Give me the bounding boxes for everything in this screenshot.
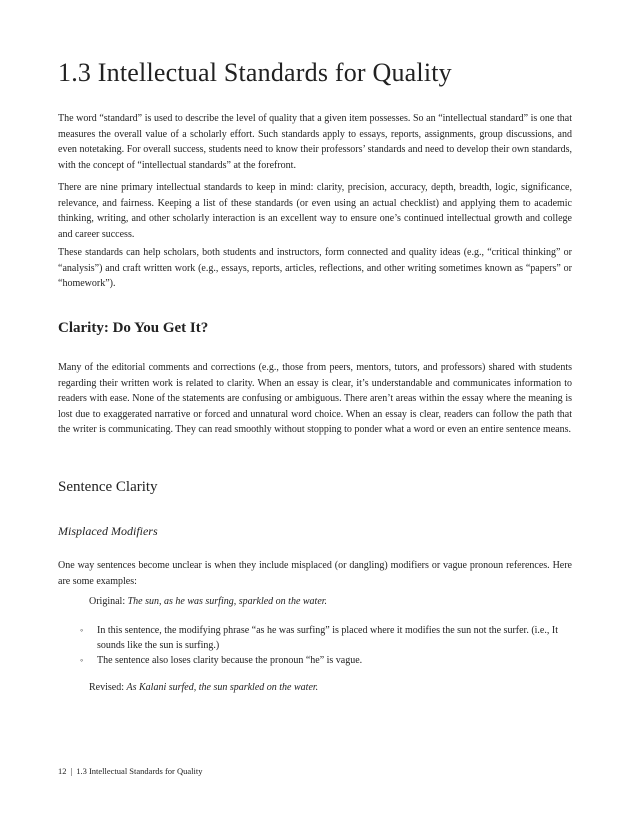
clarity-paragraph: Many of the editorial comments and corrections (e.g., those from peers, mentors, tutors, and professors) shared with students regarding their written work is related to clarity. When an essay is clear, it’s understandable and communicates information to readers with ease. None of the statements are confusing or ambiguous. There aren’t areas within the essay where the meaning is lost due to exaggerated narrative or forced and unnatural word choice. When an essay is clear, readers can follow the path that the writer is communicating. They can read smoothly without stopping to ponder what a word or even an entire sentence means.: [58, 362, 572, 435]
modifiers-paragraph: One way sentences become unclear is when they include misplaced (or dangling) modifiers or vague pronoun references. Here are some examples:: [58, 560, 572, 587]
note-text: In this sentence, the modifying phrase “as he was surfing” is placed where it modifies the sun not the surfer. (i.e., It sounds like the sun is surfing.): [97, 625, 558, 651]
list-item: [80, 623, 572, 653]
example-revised-text: As Kalani surfed, the sun sparkled on the water.: [126, 682, 319, 693]
footer-separator: |: [70, 766, 73, 776]
page-title: 1.3 Intellectual Standards for Quality: [58, 58, 452, 87]
intro-paragraph-1: The word “standard” is used to describe the level of quality that a given item possesses. So an “intellectual standard” is one that measures the overall value of a scholarly effort. Such standards apply to essays, reports, assignments, group discussions, and even notetaking. For overall success, students need to know their professors’ standards and need to develop their own standards, with the concept of “intellectual standards” at the forefront.: [58, 113, 572, 171]
section-heading-clarity: Clarity: Do You Get It?: [58, 320, 209, 336]
intro-paragraph-2: There are nine primary intellectual standards to keep in mind: clarity, precision, accuracy, depth, breadth, logic, significance, relevance, and fairness. Keeping a list of these standards (or even using an actual checklist) and applying them to academic thinking, writing, and other scholarly interaction is an excellent way to ensure one’s continued intellectual growth and college and career success.: [58, 182, 572, 240]
example-original-label: Original:: [89, 596, 128, 607]
note-text: The sentence also loses clarity because the pronoun “he” is vague.: [97, 655, 363, 666]
example-revised-label: Revised:: [89, 682, 127, 693]
list-item: [80, 653, 572, 668]
intro-paragraph-3: These standards can help scholars, both students and instructors, form connected and quality ideas (e.g., “critical thinking” or “analysis”) and craft written work (e.g., essays, reports, articles, reflections, and other writing sometimes known as “papers” or “homework”).: [58, 247, 572, 289]
subsection-heading-sentence-clarity: Sentence Clarity: [58, 479, 158, 495]
page-footer: [58, 766, 203, 776]
example-revised: [89, 682, 318, 693]
hollow-bullet-icon: ◦: [80, 625, 84, 635]
page-number: 12: [58, 766, 67, 776]
running-title: 1.3 Intellectual Standards for Quality: [76, 766, 203, 776]
subheading-misplaced-modifiers: Misplaced Modifiers: [58, 524, 158, 538]
example-original: [89, 596, 327, 607]
hollow-bullet-icon: ◦: [80, 655, 84, 665]
example-notes-list: [80, 623, 572, 668]
example-original-text: The sun, as he was surfing, sparkled on the water.: [127, 596, 328, 607]
